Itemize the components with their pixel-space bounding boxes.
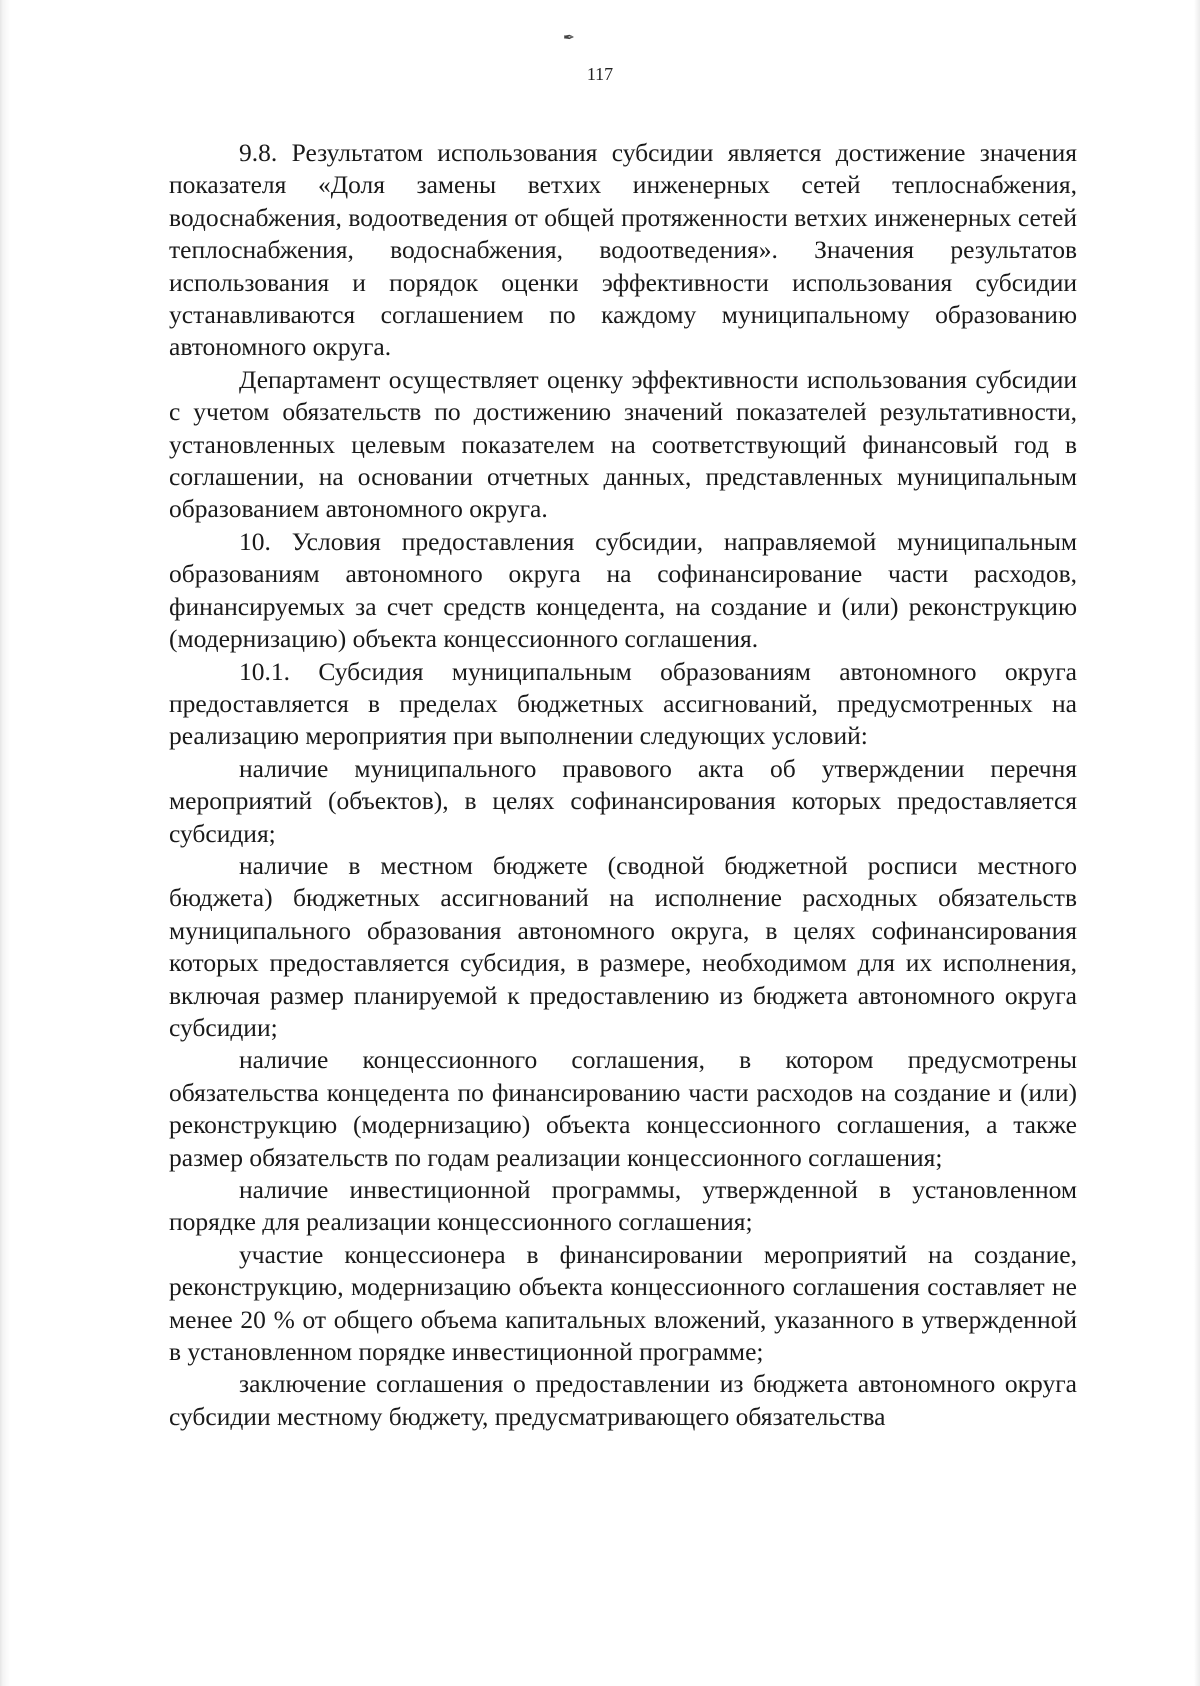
page-number: 117	[586, 64, 614, 84]
paragraph-10-1: 10.1. Субсидия муниципальным образованиям автономного округа предоставляется в пределах бюджетных ассигнований, предусмотренных на реализацию мероприятия при выполнении следующих условий:	[169, 656, 1077, 751]
section-10-heading: 10. Условия предоставления субсидии, направляемой муниципальным образованиям автономного округа на софинансирование части расходов, финансируемых за счет средств концедента, на создание и (или) реконструкцию (модернизацию) объекта концессионного соглашения.	[169, 526, 1077, 654]
document-body	[169, 137, 1077, 1433]
paragraph-9-8: 9.8. Результатом использования субсидии является достижение значения показателя «Доля замены ветхих инженерных сетей теплоснабжения, водоснабжения, водоотведения от общей протяженности ветхих инженерных сетей теплоснабжения, водоснабжения, водоотведения». Значения результатов использования и порядок оценки эффективности использования субсидии устанавливаются соглашением по каждому муниципальному образованию автономного округа.	[169, 138, 1077, 362]
condition-local-budget: наличие в местном бюджете (сводной бюджетной росписи местного бюджета) бюджетных ассигнований на исполнение расходных обязательств муниципального образования автономного округа, в целях софинансирования которых предоставляется субсидия, в размере, необходимом для их исполнения, включая размер планируемой к предоставлению из бюджета автономного округа субсидии;	[169, 850, 1077, 1042]
paragraph-department-assessment: Департамент осуществляет оценку эффективности использования субсидии с учетом обязательств по достижению значений показателей результативности, установленных целевым показателем на соответствующий финансовый год в соглашении, на основании отчетных данных, представленных муниципальным образованием автономного округа.	[169, 364, 1077, 524]
condition-subsidy-agreement: заключение соглашения о предоставлении из бюджета автономного округа субсидии местному бюджету, предусматривающего обязательства	[169, 1369, 1077, 1431]
scan-edge-right	[1194, 0, 1200, 1686]
condition-investment-program: наличие инвестиционной программы, утвержденной в установленном порядке для реализации концессионного соглашения;	[169, 1175, 1077, 1237]
condition-municipal-act: наличие муниципального правового акта об утверждении перечня мероприятий (объектов), в целях софинансирования которых предоставляется субсидия;	[169, 753, 1077, 848]
page-mark: ✒	[563, 31, 575, 46]
condition-concession-agreement: наличие концессионного соглашения, в котором предусмотрены обязательства концедента по финансированию части расходов на создание и (или) реконструкцию (модернизацию) объекта концессионного соглашения, а также размер обязательств по годам реализации концессионного соглашения;	[169, 1045, 1077, 1172]
scan-edge-left	[0, 0, 10, 1686]
condition-concessionaire-participation: участие концессионера в финансировании мероприятий на создание, реконструкцию, модернизацию объекта концессионного соглашения составляет не менее 20 % от общего объема капитальных вложений, указанного в утвержденной в установленном порядке инвестиционной программе;	[169, 1239, 1077, 1367]
